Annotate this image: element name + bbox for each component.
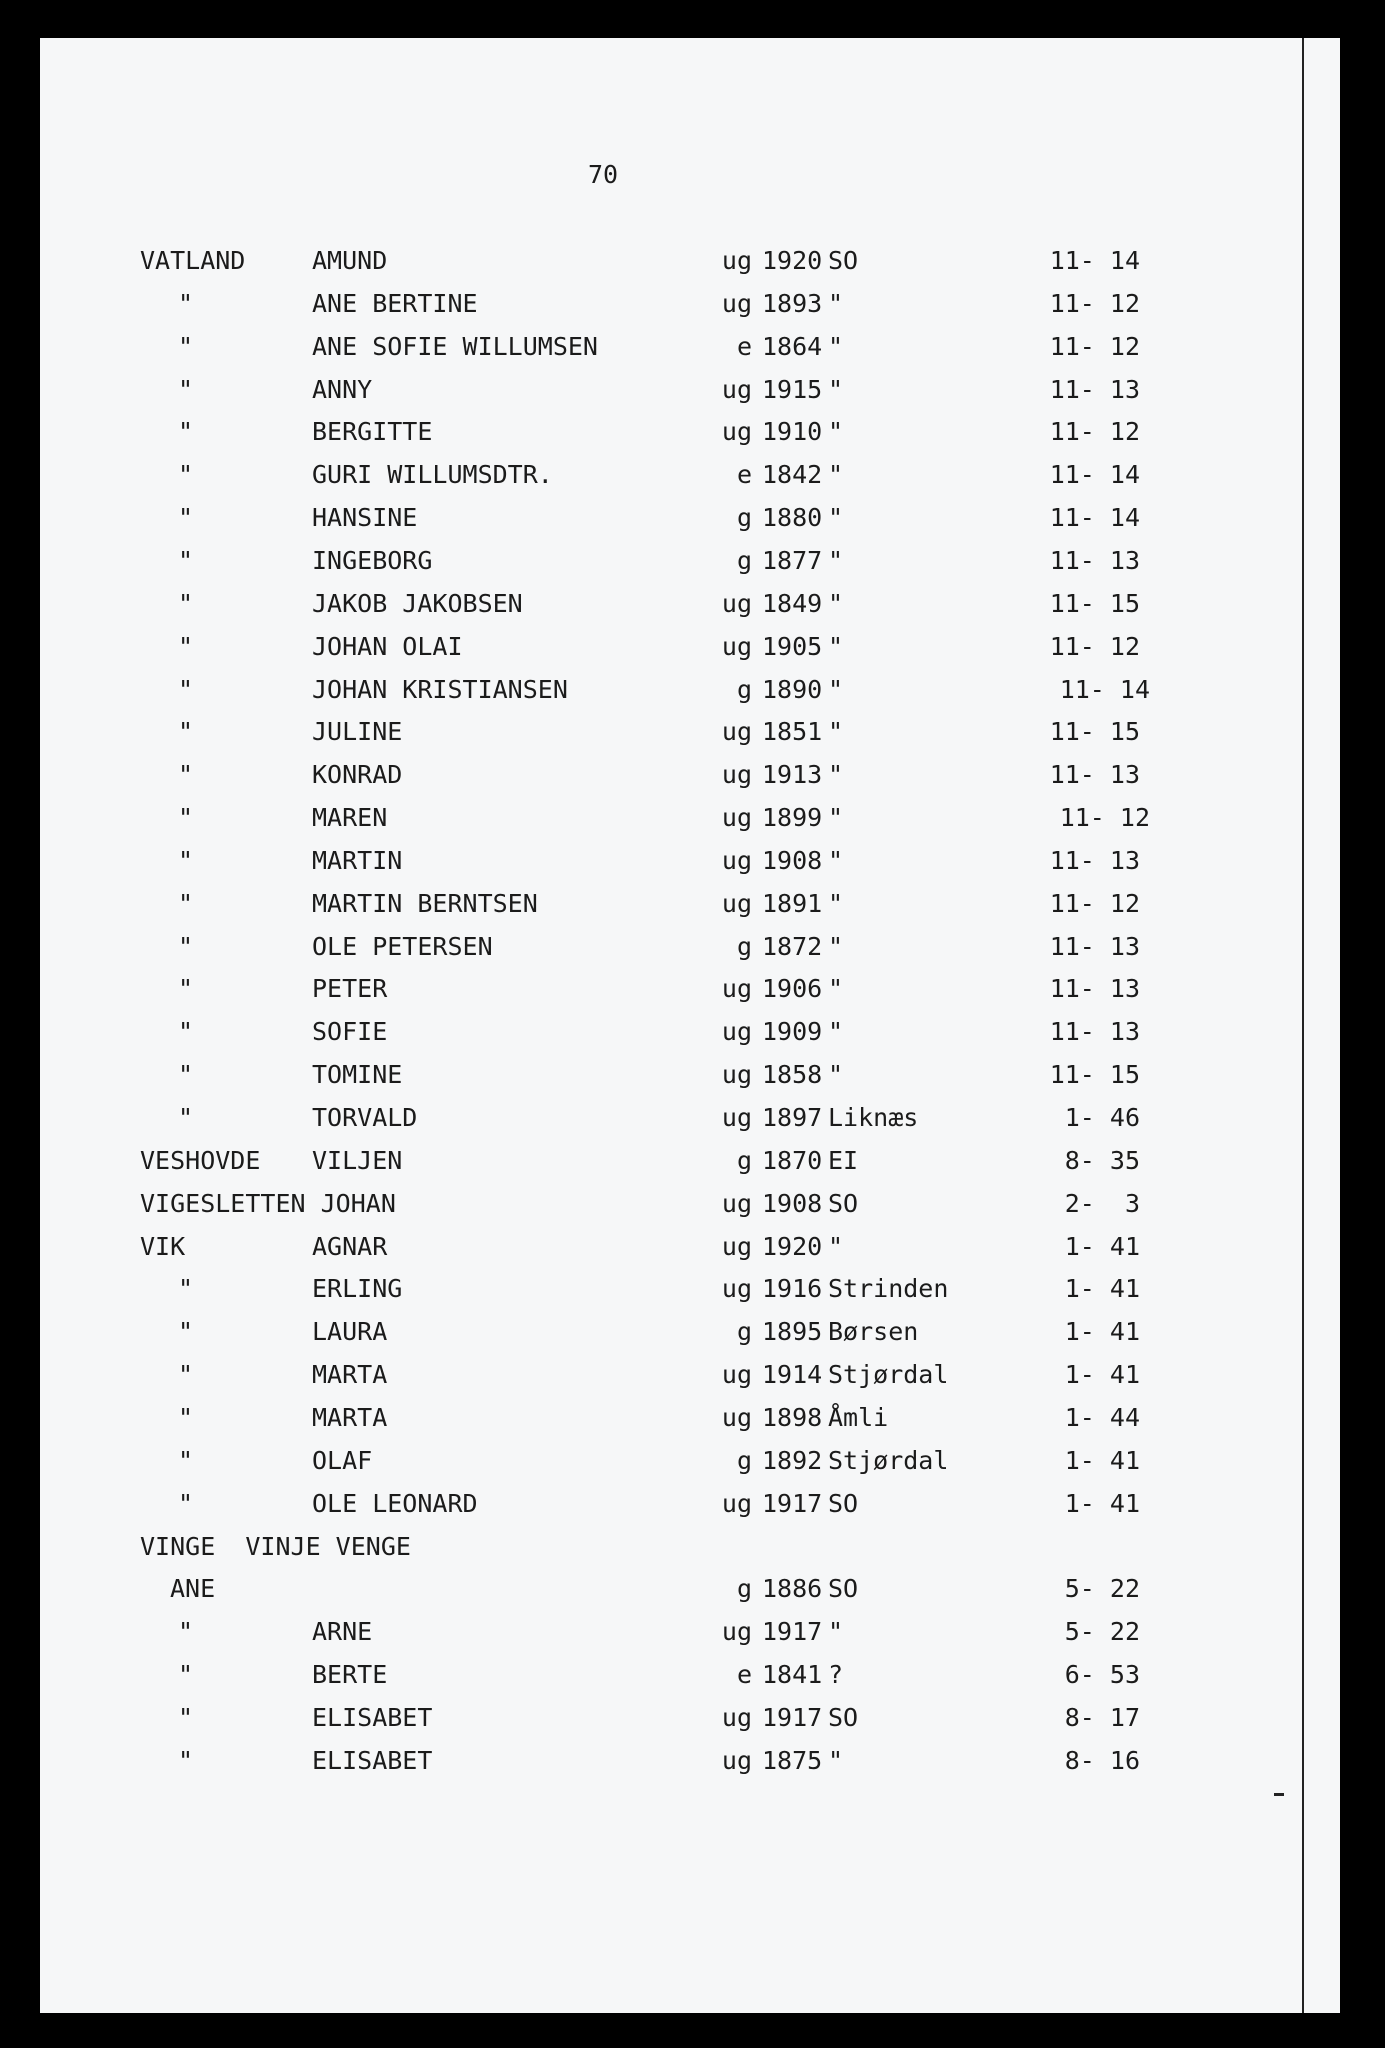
- cell-status: g: [736, 503, 752, 533]
- cell-status: ug: [721, 1231, 752, 1261]
- cell-given: MARTIN: [312, 845, 403, 875]
- cell-given: ELISABET: [312, 1745, 433, 1775]
- cell-surname: ": [178, 1488, 194, 1518]
- cell-surname: VATLAND: [140, 246, 246, 275]
- register-row: [40, 1657, 1340, 1693]
- cell-place: ": [828, 1231, 844, 1261]
- register-row: [40, 800, 1340, 836]
- cell-surname: ": [178, 631, 194, 661]
- register-row: [40, 1314, 1340, 1350]
- cell-given: OLE PETERSEN: [312, 931, 493, 961]
- cell-place: Åmli: [828, 1402, 889, 1432]
- register-row: [40, 1743, 1340, 1779]
- cell-given: HANSINE: [312, 503, 418, 533]
- register-row: [40, 372, 1340, 408]
- register-row: [40, 286, 1340, 322]
- cell-surname: ": [178, 288, 194, 318]
- cell-ref: 11- 13: [1049, 974, 1140, 1004]
- register-row: [40, 1271, 1340, 1307]
- cell-surname: ": [178, 1402, 194, 1432]
- register-row: [40, 1529, 1340, 1565]
- cell-year: 1913: [762, 760, 823, 790]
- cell-surname: ": [178, 1274, 194, 1304]
- cell-place: SO: [828, 246, 859, 275]
- cell-year: 1880: [762, 503, 823, 533]
- cell-year: 1895: [762, 1317, 823, 1347]
- cell-status: g: [736, 1145, 752, 1175]
- cell-surname: ": [178, 717, 194, 747]
- cell-surname: ": [178, 1017, 194, 1047]
- cell-year: 1872: [762, 931, 823, 961]
- cell-year: 1917: [762, 1702, 823, 1732]
- cell-place: ": [828, 1060, 844, 1090]
- cell-ref: 11- 14: [1049, 460, 1140, 490]
- cell-place: ": [828, 288, 844, 318]
- cell-given: JAKOB JAKOBSEN: [312, 588, 523, 618]
- cell-given: SOFIE: [312, 1017, 388, 1047]
- cell-year: 1917: [762, 1617, 823, 1647]
- cell-surname: ": [178, 460, 194, 490]
- cell-place: ": [828, 760, 844, 790]
- cell-surname: ": [178, 1317, 194, 1347]
- cell-ref: 11- 12: [1049, 331, 1140, 361]
- cell-surname: VIK: [140, 1231, 186, 1261]
- cell-given: OLAF: [312, 1445, 373, 1475]
- cell-place: ": [828, 803, 844, 833]
- cell-year: 1875: [762, 1745, 823, 1775]
- cell-given: TORVALD: [312, 1103, 418, 1132]
- cell-ref: 11- 14: [1059, 674, 1150, 704]
- cell-given: KONRAD: [312, 760, 403, 790]
- cell-place: SO: [828, 1188, 859, 1218]
- cell-year: 1858: [762, 1060, 823, 1090]
- register-row: [40, 886, 1340, 922]
- cell-status: ug: [721, 1060, 752, 1090]
- cell-given: ELISABET: [312, 1702, 433, 1732]
- cell-status: ug: [721, 845, 752, 875]
- cell-ref: 11- 13: [1049, 845, 1140, 875]
- cell-year: 1910: [762, 417, 823, 447]
- cell-ref: 11- 12: [1049, 417, 1140, 447]
- register-row: [40, 1100, 1340, 1136]
- cell-place: ": [828, 974, 844, 1004]
- cell-ref: 11- 14: [1049, 246, 1140, 275]
- cell-given: LAURA: [312, 1317, 388, 1347]
- cell-status: e: [736, 460, 752, 490]
- cell-place: EI: [828, 1145, 859, 1175]
- cell-surname: ": [178, 845, 194, 875]
- cell-status: g: [736, 1317, 752, 1347]
- cell-status: ug: [721, 1702, 752, 1732]
- cell-given: TOMINE: [312, 1060, 403, 1090]
- cell-year: 1891: [762, 888, 823, 918]
- cell-place: Børsen: [828, 1317, 919, 1347]
- cell-ref: 11- 15: [1049, 717, 1140, 747]
- cell-ref: 1- 41: [1064, 1231, 1140, 1261]
- cell-surname: ": [178, 331, 194, 361]
- cell-year: 1842: [762, 460, 823, 490]
- cell-given: BERTE: [312, 1660, 388, 1690]
- cell-place: ": [828, 888, 844, 918]
- cell-year: 1877: [762, 545, 823, 575]
- register-row: [40, 1186, 1340, 1222]
- cell-ref: 6- 53: [1064, 1660, 1140, 1690]
- cell-status: ug: [721, 1745, 752, 1775]
- cell-place: ": [828, 1617, 844, 1647]
- cell-ref: 11- 13: [1049, 545, 1140, 575]
- cell-place: Strinden: [828, 1274, 949, 1304]
- cell-place: ": [828, 931, 844, 961]
- cell-year: 1886: [762, 1574, 823, 1604]
- cell-year: 1849: [762, 588, 823, 618]
- register-row: [40, 672, 1340, 708]
- register-row: [40, 757, 1340, 793]
- cell-year: 1899: [762, 803, 823, 833]
- register-row: [40, 543, 1340, 579]
- cell-surname: ": [178, 674, 194, 704]
- cell-status: e: [736, 1660, 752, 1690]
- cell-surname: ": [178, 1103, 194, 1132]
- cell-place: ": [828, 588, 844, 618]
- register-row: [40, 329, 1340, 365]
- cell-year: 1851: [762, 717, 823, 747]
- cell-ref: 11- 13: [1049, 374, 1140, 404]
- cell-year: 1908: [762, 1188, 823, 1218]
- cell-year: 1916: [762, 1274, 823, 1304]
- cell-place: ": [828, 674, 844, 704]
- cell-given: ANE BERTINE: [312, 288, 478, 318]
- register-row: [40, 1014, 1340, 1050]
- register-row: [40, 1571, 1340, 1607]
- cell-ref: 11- 15: [1049, 588, 1140, 618]
- cell-ref: 1- 41: [1064, 1488, 1140, 1518]
- document-page: [40, 38, 1340, 2013]
- cell-surname: ": [178, 1617, 194, 1647]
- cell-year: 1890: [762, 674, 823, 704]
- cell-given: ANNY: [312, 374, 373, 404]
- cell-place: Stjørdal: [828, 1360, 949, 1390]
- cell-given: MAREN: [312, 803, 388, 833]
- cell-ref: 11- 12: [1049, 631, 1140, 661]
- cell-status: ug: [721, 631, 752, 661]
- cell-ref: 11- 13: [1049, 760, 1140, 790]
- cell-year: 1914: [762, 1360, 823, 1390]
- cell-year: 1892: [762, 1445, 823, 1475]
- cell-status: ug: [721, 588, 752, 618]
- cell-surname: ": [178, 760, 194, 790]
- cell-surname: ": [178, 1445, 194, 1475]
- cell-given: JOHAN KRISTIANSEN: [312, 674, 568, 704]
- cell-ref: 2- 3: [1064, 1188, 1140, 1218]
- register-row: [40, 971, 1340, 1007]
- cell-year: 1920: [762, 246, 823, 275]
- register-row: [40, 500, 1340, 536]
- cell-year: 1893: [762, 288, 823, 318]
- register-row: [40, 714, 1340, 750]
- cell-given: MARTIN BERNTSEN: [312, 888, 538, 918]
- cell-given: AMUND: [312, 246, 388, 275]
- cell-place: ": [828, 417, 844, 447]
- cell-status: ug: [721, 974, 752, 1004]
- cell-ref: 11- 13: [1049, 931, 1140, 961]
- cell-status: e: [736, 331, 752, 361]
- cell-place: ": [828, 331, 844, 361]
- cell-status: g: [736, 674, 752, 704]
- cell-place: ": [828, 845, 844, 875]
- cell-status: ug: [721, 1188, 752, 1218]
- register-row: [40, 629, 1340, 665]
- cell-ref: 11- 12: [1059, 803, 1150, 833]
- cell-status: ug: [721, 760, 752, 790]
- cell-status: ug: [721, 888, 752, 918]
- cell-place: Liknæs: [828, 1103, 919, 1132]
- cell-ref: 5- 22: [1064, 1574, 1140, 1604]
- cell-ref: 11- 12: [1049, 888, 1140, 918]
- register-row: [40, 1400, 1340, 1436]
- cell-place: SO: [828, 1574, 859, 1604]
- cell-surname: ": [178, 888, 194, 918]
- cell-surname: ": [178, 1660, 194, 1690]
- cell-place: ": [828, 1745, 844, 1775]
- register-row: [40, 586, 1340, 622]
- cell-surname: ": [178, 545, 194, 575]
- cell-given: ANE SOFIE WILLUMSEN: [312, 331, 598, 361]
- cell-year: 1909: [762, 1017, 823, 1047]
- cell-surname: ": [178, 374, 194, 404]
- register-row: [40, 1057, 1340, 1093]
- cell-place: ": [828, 503, 844, 533]
- cell-status: g: [736, 931, 752, 961]
- cell-ref: 1- 46: [1064, 1103, 1140, 1132]
- register-row: [40, 1614, 1340, 1650]
- cell-year: 1905: [762, 631, 823, 661]
- cell-surname: VINGE VINJE VENGE: [140, 1531, 411, 1561]
- cell-status: ug: [721, 1360, 752, 1390]
- cell-ref: 1- 41: [1064, 1274, 1140, 1304]
- cell-status: ug: [721, 1017, 752, 1047]
- cell-year: 1870: [762, 1145, 823, 1175]
- cell-year: 1898: [762, 1402, 823, 1432]
- cell-surname: ": [178, 974, 194, 1004]
- cell-year: 1917: [762, 1488, 823, 1518]
- cell-surname: ": [178, 931, 194, 961]
- cell-given: ERLING: [312, 1274, 403, 1304]
- cell-ref: 1- 41: [1064, 1445, 1140, 1475]
- register-row: [40, 243, 1340, 279]
- cell-place: ": [828, 717, 844, 747]
- cell-ref: 1- 41: [1064, 1360, 1140, 1390]
- cell-surname: ": [178, 417, 194, 447]
- cell-surname: ": [178, 503, 194, 533]
- cell-status: ug: [721, 803, 752, 833]
- cell-status: ug: [721, 1103, 752, 1132]
- cell-given: PETER: [312, 974, 388, 1004]
- cell-status: ug: [721, 1274, 752, 1304]
- cell-ref: 11- 14: [1049, 503, 1140, 533]
- cell-surname: ": [178, 1060, 194, 1090]
- register-row: [40, 929, 1340, 965]
- cell-status: g: [736, 1574, 752, 1604]
- cell-given: JOHAN OLAI: [312, 631, 463, 661]
- cell-surname: VIGESLETTEN JOHAN: [140, 1188, 396, 1218]
- cell-year: 1864: [762, 331, 823, 361]
- cell-status: ug: [721, 1617, 752, 1647]
- cell-status: g: [736, 1445, 752, 1475]
- margin-mark: [1274, 1793, 1284, 1796]
- cell-given: INGEBORG: [312, 545, 433, 575]
- cell-given: JULINE: [312, 717, 403, 747]
- cell-surname: ": [178, 1360, 194, 1390]
- cell-given: GURI WILLUMSDTR.: [312, 460, 553, 490]
- cell-year: 1897: [762, 1103, 823, 1132]
- cell-ref: 8- 35: [1064, 1145, 1140, 1175]
- register-row: [40, 1229, 1340, 1265]
- cell-ref: 1- 41: [1064, 1317, 1140, 1347]
- cell-ref: 11- 13: [1049, 1017, 1140, 1047]
- cell-status: g: [736, 545, 752, 575]
- cell-year: 1915: [762, 374, 823, 404]
- cell-given: AGNAR: [312, 1231, 388, 1261]
- register-row: [40, 414, 1340, 450]
- cell-surname: VESHOVDE: [140, 1145, 261, 1175]
- register-row: [40, 1443, 1340, 1479]
- cell-given: MARTA: [312, 1360, 388, 1390]
- cell-status: ug: [721, 717, 752, 747]
- cell-ref: 5- 22: [1064, 1617, 1140, 1647]
- cell-place: ": [828, 631, 844, 661]
- cell-year: 1908: [762, 845, 823, 875]
- cell-ref: 1- 44: [1064, 1402, 1140, 1432]
- register-row: [40, 1700, 1340, 1736]
- cell-ref: 8- 17: [1064, 1702, 1140, 1732]
- cell-given: VILJEN: [312, 1145, 403, 1175]
- cell-status: ug: [721, 1402, 752, 1432]
- cell-place: Stjørdal: [828, 1445, 949, 1475]
- cell-surname: ": [178, 803, 194, 833]
- register-row: [40, 843, 1340, 879]
- cell-given: MARTA: [312, 1402, 388, 1432]
- cell-place: ?: [828, 1660, 844, 1690]
- cell-status: ug: [721, 1488, 752, 1518]
- cell-surname: ": [178, 588, 194, 618]
- cell-place: SO: [828, 1702, 859, 1732]
- cell-place: ": [828, 374, 844, 404]
- register-row: [40, 1357, 1340, 1393]
- cell-given: ARNE: [312, 1617, 373, 1647]
- cell-place: ": [828, 460, 844, 490]
- register-row: [40, 457, 1340, 493]
- cell-given: OLE LEONARD: [312, 1488, 478, 1518]
- cell-surname: ": [178, 1745, 194, 1775]
- page-number: 70: [588, 160, 619, 189]
- cell-status: ug: [721, 246, 752, 275]
- cell-place: SO: [828, 1488, 859, 1518]
- cell-status: ug: [721, 374, 752, 404]
- cell-year: 1920: [762, 1231, 823, 1261]
- cell-surname: ANE: [170, 1574, 216, 1604]
- cell-ref: 11- 15: [1049, 1060, 1140, 1090]
- cell-status: ug: [721, 288, 752, 318]
- cell-surname: ": [178, 1702, 194, 1732]
- cell-ref: 8- 16: [1064, 1745, 1140, 1775]
- cell-ref: 11- 12: [1049, 288, 1140, 318]
- cell-year: 1841: [762, 1660, 823, 1690]
- register-row: [40, 1486, 1340, 1522]
- cell-place: ": [828, 1017, 844, 1047]
- cell-year: 1906: [762, 974, 823, 1004]
- cell-place: ": [828, 545, 844, 575]
- cell-status: ug: [721, 417, 752, 447]
- cell-given: BERGITTE: [312, 417, 433, 447]
- register-row: [40, 1143, 1340, 1179]
